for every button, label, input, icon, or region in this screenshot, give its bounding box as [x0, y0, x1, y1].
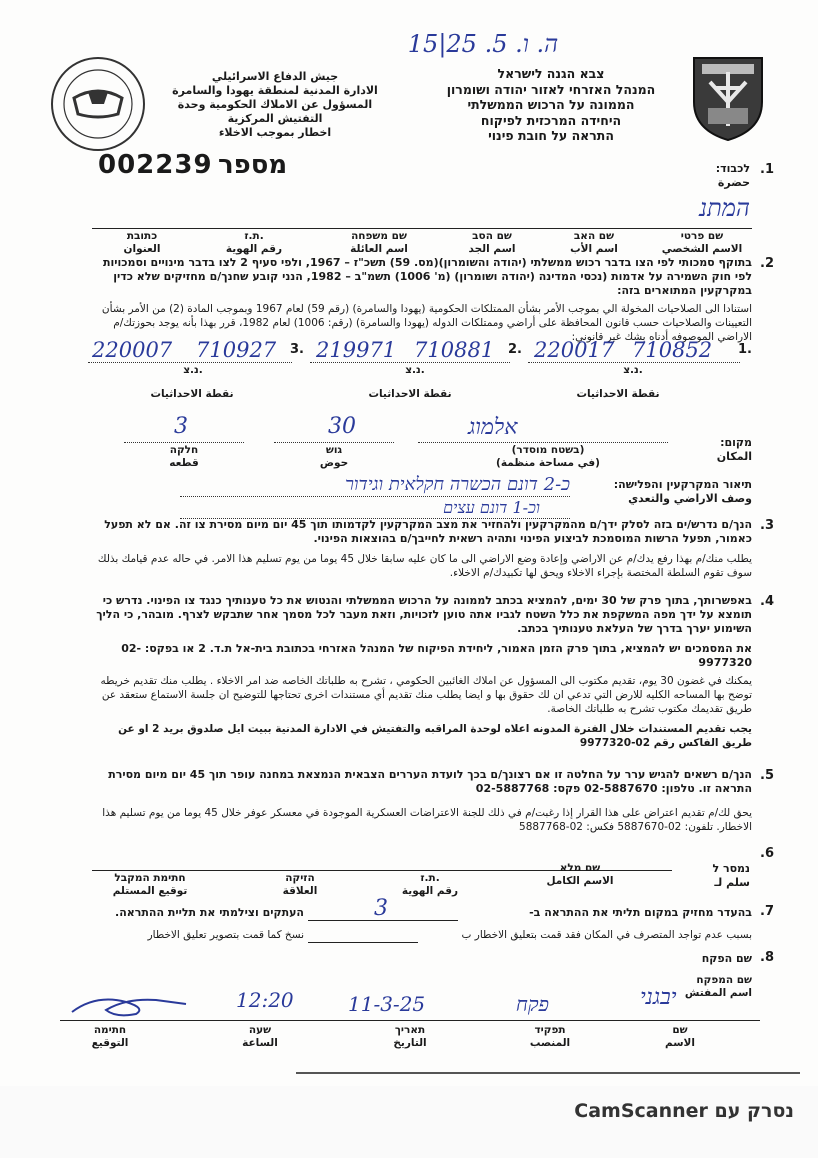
inspector-label: שם המפקח اسم المفتش [684, 974, 752, 999]
section-2-number: .2 [760, 256, 774, 271]
col-inspector-date: תאריך التاريخ [393, 1024, 427, 1049]
footer-divider [296, 1072, 800, 1074]
coordinate-1: 1. 710852 220017 נ.צ. [528, 342, 752, 378]
section-8-label: שם הפקח [701, 952, 752, 965]
col-full-name: שם מלא الاسم الكامل [546, 862, 614, 887]
description-value-1: כ-2 דונם הכשרה חקלאית וגידור [345, 474, 570, 495]
inspector-role-value: פקח [516, 992, 550, 1016]
section-3-arabic-text: يطلب منك/م بهذا رفع يدك/م عن الاراضي وإعادة وضع الاراضي الى ما كان عليه سابقا خلال 45 يوما من يوم تسليم هذا الامر. في حاله عدم قيامك بذلك سوف تقوم السلطة المختصة بإجراء الاخلاء ويحق لها تكبيدك/م الاخلاء. [97, 553, 752, 579]
section-7-hebrew-post: העתקים וצילמתי את תליית ההתראה. [115, 906, 304, 919]
place-label: מקום: المكان [716, 436, 752, 463]
col-address: כתובת العنوان [123, 230, 161, 255]
section-5-hebrew-text: הנך/ם רשאים להגיש ערר על החלטה זו אם רצונך/ם בכך לועדת העררים הצבאית הנמצאת במחנה עופר תוך 45 יום מיום מסירת התראה זו. טלפון: 02-5887670 פקס: 02-5887768 [108, 768, 752, 795]
section-7-hebrew-pre: בהעדר מחזיק במקום תליתי את ההתראה ב- [529, 906, 752, 919]
col-inspector-signature: חתימה التوقيع [91, 1024, 129, 1049]
hebrew-header-line: היחידה המרכזית לפיקוח [480, 112, 622, 128]
recipient-line [92, 228, 752, 229]
section-4-arabic-text: يمكنك في غضون 30 يوم، تقديم مكتوب الى المسؤول عن املاك الغائبين الحكومي ، تشرح به طلباتك الخاصه ضد امر الاخلاء . يطلب منك تقديم خريطه توضح بها المساحه الكليه للارض التي تدعي ان لك حقوق بها و ايضا يطلب منك تقديم أي مستندات اخرى تحتاجها للتوضيح ان جلسة الاستماع ستعقد عن طريق تقديمك مكتوب تشرح به طلباتك الخاصة. [100, 675, 752, 715]
section-4-hebrew-bold: את המסמכים יש להמציא, בתוך פרק הזמן האמור, ליחידת הפיקוח של המנהל האזרחי בכתובת בית-אל ת.ד. 2 או בפקס: 02-9977320 [121, 642, 752, 669]
camscanner-label: נסרק עם CamScanner [574, 1100, 794, 1122]
section-7-text [88, 896, 752, 946]
section-5-arabic-text: يحق لك/م تقديم اعتراض على هذا القرار إذا رغبت/م في ذلك للجنة الاعتراضات العسكرية الموجودة في معسكر عوفر خلال 45 يوما من يوم تسليم هذا الاخطار. تلفون: 02-5887670 فكس: 02-5887768 [102, 807, 752, 833]
section-4-number: .4 [760, 594, 774, 609]
inspector-signature [66, 990, 196, 1020]
coord-label-ar: نقطة الاحداثيات [368, 388, 452, 400]
place-sub: (בשטח מוסדר) (في مساحة منظمة) [496, 444, 600, 469]
inspector-time-value: 12:20 [236, 988, 294, 1012]
hebrew-header-line: צבא הגנה לישראל [497, 66, 605, 81]
description-value-2: וכ-1 דונם עצים [443, 498, 540, 517]
section-1-number: .1 [760, 162, 774, 177]
section-8-number: .8 [760, 950, 774, 965]
hebrew-header-line: הממונה על הרכוש הממשלתי [467, 97, 635, 112]
col-inspector-time: שעה الساعة [242, 1024, 278, 1049]
hebrew-header [420, 66, 682, 144]
section-6-number: .6 [760, 846, 774, 861]
inspector-date-value: 11-3-25 [348, 992, 426, 1016]
arabic-header-line: جيش الدفاع الاسرائيلي [211, 70, 339, 83]
block-value: 30 [328, 414, 356, 439]
coordinate-3-y: 220007 [92, 338, 173, 362]
section-7-arabic-pre: بسبب عدم تواجد المتصرف في المكان فقد قمت بتعليق الاخطار ب [461, 929, 752, 941]
col-inspector-name: שם الاسم [665, 1024, 695, 1049]
circular-stamp [48, 54, 148, 154]
col-relation: הזיקה العلاقة [282, 872, 318, 897]
col-first-name: שם פרטי الاسم الشخصي [661, 230, 743, 255]
coordinate-1-y: 220017 [534, 338, 615, 362]
doc-number-value: 002239 [98, 150, 213, 180]
place-row [88, 414, 752, 480]
arabic-header [170, 70, 380, 140]
arabic-header-line: المسؤول عن الاملاك الحكومية وحدة [177, 98, 373, 111]
doc-number-label: מספר [218, 150, 288, 180]
coordinate-2-x: 710881 [414, 338, 495, 362]
col-inspector-role: תפקיד المنصب [529, 1024, 571, 1049]
hebrew-header-line: המנהל האזרחי לאזור יהודה ושומרון [446, 81, 656, 97]
coord-label-ar: نقطة الاحداثيات [576, 388, 660, 400]
parcel-label: חלקה قطعه [169, 444, 199, 469]
description-label: תיאור המקרקעין והפלישה: وصف الاراضي والتعدي [613, 478, 752, 505]
section-5-number: .5 [760, 768, 774, 783]
col-family-name: שם משפחה اسم العائلة [350, 230, 408, 255]
to-label [680, 162, 750, 190]
handwritten-recipient-name: המתנ [699, 194, 750, 222]
inspector-name-value: יבגני [640, 985, 677, 1010]
section-4-arabic-bold: يجب تقديم المستندات خلال الفترة المدونه اعلاه لوحدة المراقبه والتفتيش في الادارة المدنية ببيت ايل صلدوق بريد 2 او عن طريق الفاكس رقم 02-9977320 [118, 723, 752, 749]
to-label-ar: حضرة [717, 176, 750, 189]
col-recipient-signature: חתימת המקבל توقيع المستلم [112, 872, 188, 897]
delivered-to-label: נמסר ל سلم لـ [712, 862, 750, 889]
col-id: ת.ז. رقم الهوية [225, 230, 283, 255]
place-value: אלמוג [468, 415, 518, 440]
idf-shield-logo [688, 52, 768, 144]
to-label-he: לכבוד: [715, 162, 750, 175]
section-3-number: .3 [760, 518, 774, 533]
coordinate-3-x: 710927 [196, 338, 277, 362]
arabic-header-line: اخطار بموجب الاخلاء [218, 126, 332, 139]
coordinates-row [88, 338, 752, 402]
section-7-arabic-post: نسخ كما قمت بتصوير تعليق الاخطار [147, 929, 304, 941]
col-delivered-id: ת.ז. رقم الهوية [401, 872, 459, 897]
col-father-name: שם האב اسم الأب [570, 230, 618, 255]
coordinate-2: 2. 710881 219971 נ.צ. [310, 342, 522, 378]
document-number [98, 150, 338, 186]
section-7-number: .7 [760, 904, 774, 919]
section-3-hebrew-text: הנך/ם נדרש/ים בזה לסלק ידך/ם מהמקרקעין ולהחזיר את מצב המקרקעין לקדמותו תוך 45 יום מיום מסירת צו זה. אם לא תפעל כאמור, תפעל הרשות המוסמכת לביצוע הפינוי ותהיה רשאית לחייבך/ם בהוצאות הפינוי. [104, 518, 752, 545]
coord-label-ar: نقطة الاحداثيات [150, 388, 234, 400]
scanner-footer [0, 1086, 818, 1158]
hebrew-header-line: התראה על חובת פינוי [488, 128, 614, 143]
arabic-header-line: الادارة المدنية لمنطقة يهودا والسامرة [172, 84, 378, 97]
section-4-hebrew-text: באפשרותך, בתוך פרק של 30 ימים, להמציא בכתב לממונה על הרכוש הממשלתי והנטוש את כל טענותיך כנגד צו הפינוי. נדרש כי תומצא על ידך מפה המשקפת את כלל השטח לגביו אתה טוען לזכויות, וזאת מעבר לכל מסמך אחר שתבקש לצרף. מובהר, כי הליך השימוע יערך בדרך של העלאת טענותיך בכתב. [96, 594, 752, 635]
block-label: גוש حوض [319, 444, 349, 469]
handwritten-date: ה. ו. 5. 25|15 [407, 30, 559, 58]
section-7-copies: 3 [374, 896, 388, 921]
col-grandfather-name: שם הסב اسم الجد [468, 230, 516, 255]
parcel-value: 3 [174, 414, 188, 439]
arabic-header-line: التفتيش المركزية [227, 112, 323, 125]
section-2-hebrew-text: בתוקף סמכותי לפי הצו בדבר רכוש ממשלתי (יהודה והשומרון)(מס. 59) תשכ"ז – 1967, ולפי סעיף 2 לצו בדבר מינויים וסמכויות לפי חוק השמירה על אדמות (נכסי המדינה (יהודה ושומרון) (מ' 1006) תשמ"ב – 1982, הנני קובע שחנך/ם מחזיקים שלא כדין במקרקעין המתוארים בזה: [102, 256, 752, 297]
section-2-arabic-text: استنادا الى الصلاحيات المخولة الي بموجب الأمر بشأن الممتلكات الحكومية (يهودا والسامرة) (رقم 59) لعام 1967 وبموجب المادة (2) من الأمر بشأن التعيينات والصلاحيات حسب قانون المحافظة على أراضي وممتلكات الدوله (يهودا والسامرة) (رقم: 1006) لعام 1982، قرر بهذا بأنه يوجد بحوزتك/م الاراضي الموصوفه أدناه بشك غير قانوني: [101, 303, 752, 343]
coordinate-1-x: 710852 [632, 338, 713, 362]
coordinate-3: 3. 710927 220007 נ.צ. [88, 342, 304, 378]
coordinate-2-y: 219971 [316, 338, 397, 362]
